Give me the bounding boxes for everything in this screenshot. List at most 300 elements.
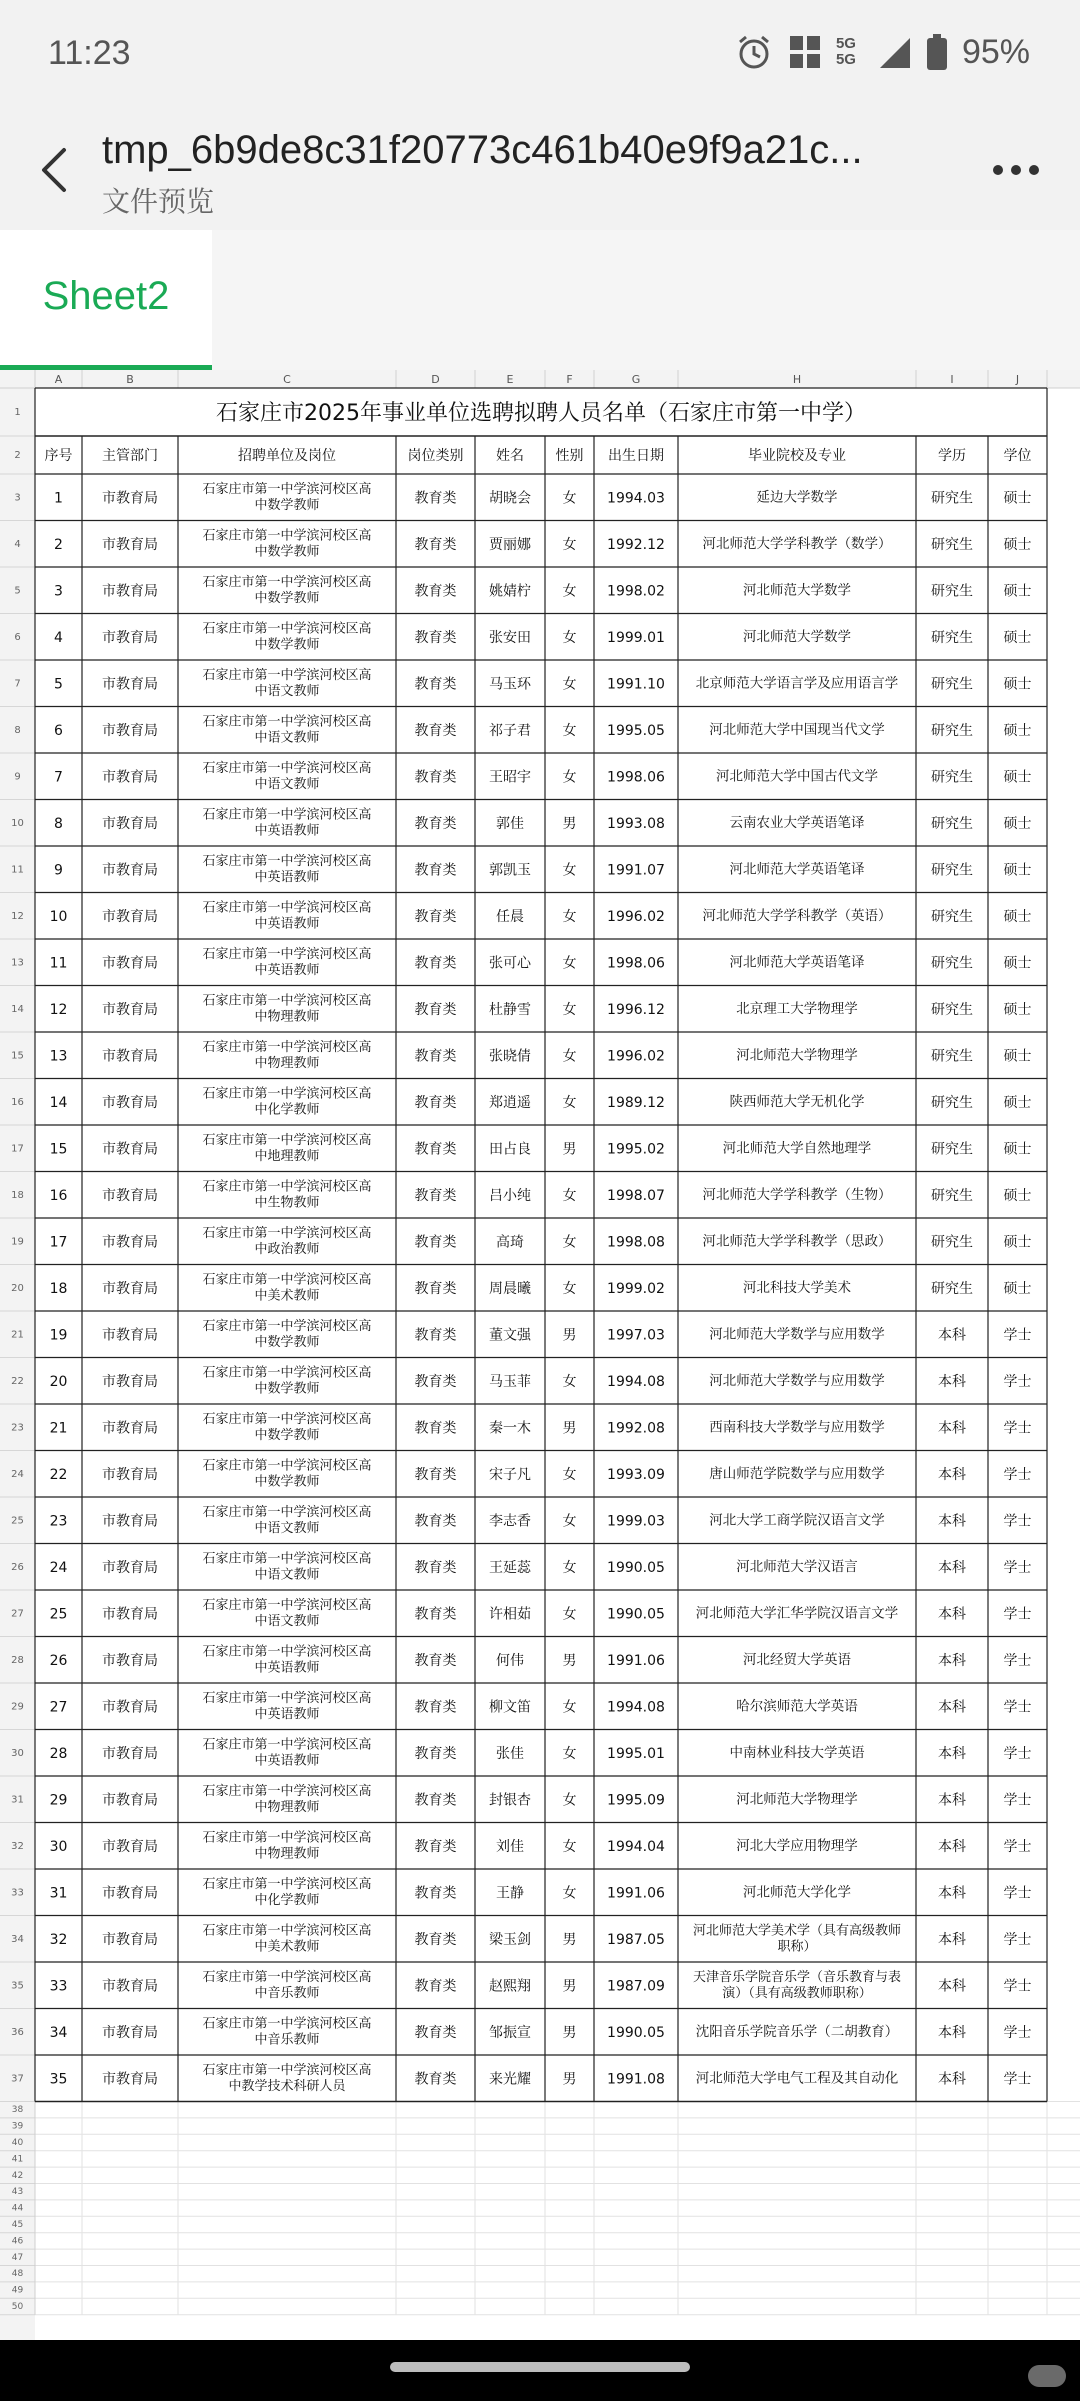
table-cell: 男 — [562, 1420, 577, 1437]
position-cell-line: 石家庄市第一中学滨河校区高 — [202, 900, 372, 916]
school-major-cell-line: 河北师范大学学科教学（英语） — [702, 907, 892, 924]
school-major-cell-line: 河北师范大学学科教学（数学） — [702, 535, 892, 552]
file-preview-label: 文件预览 — [102, 185, 215, 218]
table-header-cell: 序号 — [44, 448, 73, 464]
table-cell: 市教育局 — [102, 1141, 158, 1158]
position-cell-line: 中物理教师 — [254, 1055, 320, 1071]
school-major-cell-line: 北京师范大学语言学及应用语言学 — [695, 675, 899, 692]
table-cell: 女 — [562, 908, 577, 925]
table-cell: 市教育局 — [102, 1466, 158, 1483]
column-header-band — [0, 370, 1080, 388]
position-cell-line: 石家庄市第一中学滨河校区高 — [202, 528, 372, 544]
table-cell: 市教育局 — [102, 1513, 158, 1530]
tab-sheet2-label: Sheet2 — [42, 274, 170, 318]
table-cell: 教育类 — [414, 1513, 457, 1530]
table-cell: 研究生 — [931, 722, 973, 739]
battery-icon — [926, 33, 948, 71]
position-cell-line: 中语文教师 — [254, 1520, 320, 1536]
table-cell: 女 — [562, 1001, 577, 1018]
table-cell: 市教育局 — [102, 1745, 158, 1762]
position-cell-line: 中音乐教师 — [254, 2032, 320, 2048]
row-number: 24 — [11, 1468, 24, 1480]
row-number: 29 — [11, 1701, 24, 1713]
row-number: 4 — [14, 538, 21, 550]
row-number: 22 — [11, 1375, 24, 1387]
row-number: 19 — [11, 1236, 24, 1248]
row-number: 2 — [14, 450, 21, 461]
column-header-D: D — [431, 373, 440, 386]
table-cell: 1990.05 — [607, 2024, 665, 2041]
tab-sheet2[interactable] — [0, 230, 212, 370]
table-cell: 女 — [562, 1280, 577, 1297]
position-cell-line: 石家庄市第一中学滨河校区高 — [202, 853, 372, 869]
table-cell: 教育类 — [414, 815, 457, 832]
table-cell: 刘佳 — [496, 1838, 524, 1855]
position-cell-line: 石家庄市第一中学滨河校区高 — [202, 1179, 372, 1195]
position-cell-line: 石家庄市第一中学滨河校区高 — [202, 1923, 372, 1939]
table-cell: 市教育局 — [102, 1838, 158, 1855]
table-cell: 7 — [54, 769, 63, 786]
table-cell: 1998.08 — [607, 1234, 665, 1251]
school-major-cell-line: 河北科技大学美术 — [743, 1279, 851, 1296]
school-major-cell-line: 陕西师范大学无机化学 — [729, 1093, 865, 1110]
table-cell: 研究生 — [931, 676, 973, 693]
table-cell: 34 — [49, 2024, 68, 2041]
table-cell: 本科 — [938, 1559, 966, 1576]
table-cell: 张佳 — [496, 1745, 524, 1762]
table-cell: 研究生 — [931, 862, 973, 879]
position-cell-line: 中语文教师 — [254, 683, 320, 699]
row-number: 15 — [11, 1050, 24, 1062]
position-cell-line: 中英语教师 — [254, 1706, 320, 1722]
row-number: 3 — [14, 492, 21, 504]
table-cell: 1989.12 — [607, 1094, 665, 1111]
table-cell: 张安田 — [489, 629, 531, 646]
table-cell: 教育类 — [414, 1094, 457, 1111]
table-cell: 市教育局 — [102, 1234, 158, 1251]
table-cell: 张可心 — [489, 955, 531, 972]
school-major-cell-line: 河北大学应用物理学 — [736, 1837, 858, 1854]
row-number: 11 — [11, 864, 24, 876]
column-header-F: F — [566, 373, 573, 386]
school-major-cell-line: 河北师范大学电气工程及其自动化 — [695, 2070, 899, 2087]
table-cell: 宋子凡 — [489, 1466, 531, 1483]
table-cell: 1994.03 — [607, 490, 665, 507]
table-cell: 教育类 — [414, 1931, 457, 1948]
school-major-cell-line: 河北师范大学自然地理学 — [722, 1140, 872, 1157]
school-major-cell-line: 河北师范大学英语笔译 — [729, 861, 865, 878]
table-cell: 祁子君 — [489, 722, 531, 739]
table-cell: 何伟 — [496, 1652, 524, 1669]
table-cell: 女 — [562, 536, 577, 553]
position-cell-line: 中英语教师 — [254, 962, 320, 978]
row-number: 46 — [11, 2236, 24, 2247]
school-major-cell-line: 河北师范大学中国现当代文学 — [709, 721, 885, 738]
table-cell: 1998.07 — [607, 1187, 665, 1204]
signal-icon — [878, 34, 912, 70]
table-cell: 3 — [54, 583, 63, 600]
table-cell: 本科 — [938, 1327, 966, 1344]
table-cell: 研究生 — [931, 955, 973, 972]
table-cell: 女 — [562, 1513, 577, 1530]
table-cell: 本科 — [938, 1373, 966, 1390]
table-cell: 20 — [49, 1373, 68, 1390]
table-cell: 学士 — [1003, 1699, 1032, 1716]
row-number: 47 — [11, 2252, 24, 2263]
row-number: 36 — [11, 2026, 24, 2038]
position-cell-line: 石家庄市第一中学滨河校区高 — [202, 1644, 372, 1660]
table-cell: 13 — [49, 1048, 68, 1065]
position-cell-line: 石家庄市第一中学滨河校区高 — [202, 667, 372, 683]
table-cell: 本科 — [938, 1652, 966, 1669]
table-header-cell: 出生日期 — [608, 448, 664, 464]
table-cell: 8 — [54, 815, 63, 832]
table-cell: 吕小纯 — [489, 1187, 531, 1204]
table-cell: 研究生 — [931, 1001, 973, 1018]
table-cell: 学士 — [1003, 2024, 1032, 2041]
table-cell: 封银杏 — [489, 1792, 531, 1809]
column-header-H: H — [792, 373, 802, 386]
table-cell: 本科 — [938, 1466, 966, 1483]
table-cell: 1995.09 — [607, 1792, 665, 1809]
school-major-cell-line: 河北大学工商学院汉语言文学 — [709, 1512, 885, 1529]
table-cell: 贾丽娜 — [489, 536, 531, 553]
position-cell-line: 中物理教师 — [254, 1846, 320, 1862]
position-cell-line: 石家庄市第一中学滨河校区高 — [202, 993, 372, 1009]
position-cell-line: 中数学教师 — [254, 544, 320, 560]
table-cell: 学士 — [1003, 1420, 1032, 1437]
table-cell: 11 — [49, 955, 68, 972]
table-cell: 1995.02 — [607, 1141, 665, 1158]
table-cell: 25 — [49, 1606, 68, 1623]
column-header-J: J — [1015, 373, 1020, 386]
table-cell: 研究生 — [931, 583, 973, 600]
school-major-cell-line: 西南科技大学数学与应用数学 — [709, 1419, 885, 1436]
table-cell: 教育类 — [414, 1420, 457, 1437]
table-cell: 1991.06 — [607, 1885, 665, 1902]
table-cell: 女 — [562, 1699, 577, 1716]
table-cell: 男 — [562, 1652, 577, 1669]
table-header-cell: 岗位类别 — [407, 448, 464, 464]
table-cell: 教育类 — [414, 1559, 457, 1576]
table-cell: 23 — [49, 1513, 68, 1530]
table-cell: 22 — [49, 1466, 68, 1483]
row-number: 32 — [11, 1840, 24, 1852]
table-header-cell: 学位 — [1003, 448, 1032, 464]
position-cell-line: 中语文教师 — [254, 776, 320, 792]
position-cell-line: 中音乐教师 — [254, 1985, 320, 2001]
home-indicator[interactable] — [390, 2362, 690, 2372]
table-cell: 硕士 — [1003, 815, 1032, 832]
row-number: 10 — [11, 817, 24, 829]
table-cell: 郭佳 — [496, 815, 524, 832]
table-cell: 女 — [562, 1048, 577, 1065]
column-header-I: I — [950, 373, 954, 386]
row-number: 49 — [11, 2285, 24, 2296]
table-cell: 女 — [562, 1234, 577, 1251]
table-cell: 硕士 — [1003, 629, 1032, 646]
table-cell: 教育类 — [414, 1048, 457, 1065]
school-major-cell-line: 中南林业科技大学英语 — [729, 1744, 865, 1761]
table-cell: 6 — [54, 722, 63, 739]
position-cell-line: 石家庄市第一中学滨河校区高 — [202, 1272, 372, 1288]
table-cell: 男 — [562, 1931, 577, 1948]
row-number: 41 — [11, 2154, 24, 2165]
table-cell: 教育类 — [414, 1978, 457, 1995]
position-cell-line: 石家庄市第一中学滨河校区高 — [202, 1318, 372, 1334]
school-major-cell-line: 天津音乐学院音乐学（音乐教育与表 — [692, 1969, 902, 1985]
table-cell: 1991.07 — [607, 862, 665, 879]
table-cell: 33 — [49, 1978, 68, 1995]
row-number: 39 — [11, 2121, 24, 2132]
back-arrow-icon[interactable] — [30, 140, 86, 200]
table-cell: 26 — [49, 1652, 68, 1669]
hd-icon — [788, 32, 822, 72]
table-cell: 30 — [49, 1838, 68, 1855]
table-cell: 市教育局 — [102, 1094, 158, 1111]
table-cell: 15 — [49, 1141, 68, 1158]
table-cell: 教育类 — [414, 1792, 457, 1809]
table-cell: 女 — [562, 722, 577, 739]
status-time: 11:23 — [48, 34, 131, 72]
navigation-bar — [0, 2340, 1080, 2401]
table-cell: 市教育局 — [102, 1978, 158, 1995]
row-number: 16 — [11, 1096, 24, 1108]
school-major-cell-line: 河北师范大学美术学（具有高级教师 — [692, 1923, 902, 1939]
table-cell: 研究生 — [931, 536, 973, 553]
table-cell: 18 — [49, 1280, 68, 1297]
row-number: 18 — [11, 1189, 24, 1201]
table-cell: 硕士 — [1003, 769, 1032, 786]
row-number: 28 — [11, 1654, 24, 1666]
table-cell: 市教育局 — [102, 1187, 158, 1204]
table-cell: 硕士 — [1003, 676, 1032, 693]
table-cell: 本科 — [938, 1792, 966, 1809]
table-cell: 1999.03 — [607, 1513, 665, 1530]
position-cell-line: 石家庄市第一中学滨河校区高 — [202, 1876, 372, 1892]
table-header-cell: 学历 — [938, 448, 966, 464]
table-cell: 教育类 — [414, 629, 457, 646]
sheet-title: 石家庄市2025年事业单位选聘拟聘人员名单（石家庄市第一中学） — [216, 401, 866, 426]
table-cell: 教育类 — [414, 1373, 457, 1390]
school-major-cell-line: 河北师范大学物理学 — [736, 1791, 858, 1808]
table-cell: 郭凯玉 — [489, 862, 531, 879]
table-cell: 女 — [562, 1187, 577, 1204]
position-cell-line: 中地理教师 — [254, 1148, 320, 1164]
table-cell: 硕士 — [1003, 862, 1032, 879]
position-cell-line: 中数学教师 — [254, 590, 320, 606]
table-cell: 女 — [562, 1885, 577, 1902]
table-cell: 市教育局 — [102, 1280, 158, 1297]
table-cell: 本科 — [938, 1699, 966, 1716]
table-cell: 17 — [49, 1234, 68, 1251]
table-cell: 王昭宇 — [489, 769, 531, 786]
table-cell: 市教育局 — [102, 1652, 158, 1669]
row-number: 38 — [11, 2105, 24, 2116]
table-cell: 市教育局 — [102, 1931, 158, 1948]
table-cell: 女 — [562, 862, 577, 879]
table-cell: 女 — [562, 1606, 577, 1623]
table-cell: 教育类 — [414, 1745, 457, 1762]
table-cell: 梁玉剑 — [489, 1931, 531, 1948]
position-cell-line: 中语文教师 — [254, 730, 320, 746]
position-cell-line: 石家庄市第一中学滨河校区高 — [202, 1504, 372, 1520]
school-major-cell-line: 河北师范大学中国古代文学 — [716, 768, 878, 785]
row-number: 31 — [11, 1794, 24, 1806]
table-cell: 任晨 — [496, 908, 524, 925]
row-number: 42 — [11, 2170, 24, 2181]
table-cell: 9 — [54, 862, 63, 879]
table-cell: 本科 — [938, 2024, 966, 2041]
table-cell: 本科 — [938, 1606, 966, 1623]
position-cell-line: 石家庄市第一中学滨河校区高 — [202, 760, 372, 776]
position-cell-line: 石家庄市第一中学滨河校区高 — [202, 1365, 372, 1381]
table-cell: 学士 — [1003, 1373, 1032, 1390]
table-cell: 教育类 — [414, 1606, 457, 1623]
school-major-cell-line: 河北师范大学学科教学（生物） — [702, 1186, 892, 1203]
table-cell: 教育类 — [414, 722, 457, 739]
table-cell: 1992.12 — [607, 536, 665, 553]
table-cell: 研究生 — [931, 629, 973, 646]
table-cell: 教育类 — [414, 862, 457, 879]
position-cell-line: 石家庄市第一中学滨河校区高 — [202, 2062, 372, 2078]
row-header-band — [0, 370, 35, 2340]
table-cell: 周晨曦 — [489, 1280, 531, 1297]
more-options-icon[interactable] — [988, 148, 1044, 192]
position-cell-line: 中英语教师 — [254, 916, 320, 932]
row-number: 40 — [11, 2138, 24, 2148]
table-cell: 35 — [49, 2071, 68, 2088]
school-major-cell-line: 职称） — [777, 1939, 817, 1955]
table-cell: 市教育局 — [102, 676, 158, 693]
table-cell: 市教育局 — [102, 769, 158, 786]
table-cell: 教育类 — [414, 1652, 457, 1669]
school-major-cell-line: 唐山师范学院数学与应用数学 — [709, 1465, 885, 1482]
table-cell: 1987.09 — [607, 1978, 665, 1995]
table-cell: 本科 — [938, 1513, 966, 1530]
table-cell: 男 — [562, 2071, 577, 2088]
table-cell: 市教育局 — [102, 1699, 158, 1716]
table-cell: 杜静雪 — [489, 1001, 531, 1018]
position-cell-line: 石家庄市第一中学滨河校区高 — [202, 946, 372, 962]
position-cell-line: 中英语教师 — [254, 1753, 320, 1769]
table-cell: 市教育局 — [102, 2071, 158, 2088]
table-header-cell: 毕业院校及专业 — [748, 448, 846, 464]
table-cell: 市教育局 — [102, 1420, 158, 1437]
school-major-cell-line: 河北师范大学英语笔译 — [729, 954, 865, 971]
position-cell-line: 中数学教师 — [254, 1474, 320, 1490]
table-cell: 教育类 — [414, 536, 457, 553]
table-cell: 女 — [562, 490, 577, 507]
position-cell-line: 石家庄市第一中学滨河校区高 — [202, 1132, 372, 1148]
table-cell: 1996.12 — [607, 1001, 665, 1018]
table-cell: 市教育局 — [102, 629, 158, 646]
position-cell-line: 石家庄市第一中学滨河校区高 — [202, 1830, 372, 1846]
spreadsheet-grid[interactable] — [0, 370, 1080, 2340]
position-cell-line: 中数学教师 — [254, 497, 320, 513]
school-major-cell-line: 河北师范大学数学与应用数学 — [709, 1372, 885, 1389]
table-cell: 王静 — [496, 1885, 524, 1902]
school-major-cell-line: 哈尔滨师范大学英语 — [736, 1698, 858, 1715]
table-cell: 32 — [49, 1931, 68, 1948]
table-cell: 教育类 — [414, 1885, 457, 1902]
table-cell: 市教育局 — [102, 536, 158, 553]
table-cell: 来光耀 — [489, 2071, 531, 2088]
school-major-cell-line: 沈阳音乐学院音乐学（二胡教育） — [695, 2023, 899, 2040]
table-cell: 马玉菲 — [489, 1373, 531, 1390]
status-bar — [0, 0, 1080, 110]
table-cell: 市教育局 — [102, 1559, 158, 1576]
row-number: 8 — [14, 724, 21, 736]
row-number: 12 — [11, 910, 24, 922]
position-cell-line: 中数学教师 — [254, 637, 320, 653]
table-cell: 柳文笛 — [489, 1699, 531, 1716]
table-cell: 秦一木 — [489, 1420, 531, 1437]
table-cell: 1991.06 — [607, 1652, 665, 1669]
table-cell: 市教育局 — [102, 955, 158, 972]
table-cell: 男 — [562, 1978, 577, 1995]
table-cell: 郑逍遥 — [489, 1094, 531, 1111]
table-cell: 1991.08 — [607, 2071, 665, 2088]
row-number: 44 — [11, 2203, 24, 2214]
table-cell: 硕士 — [1003, 583, 1032, 600]
row-number: 17 — [11, 1143, 24, 1155]
table-cell: 28 — [49, 1745, 68, 1762]
table-cell: 硕士 — [1003, 722, 1032, 739]
table-cell: 姚婧柠 — [489, 583, 531, 600]
position-cell-line: 中语文教师 — [254, 1613, 320, 1629]
table-cell: 1990.05 — [607, 1559, 665, 1576]
table-cell: 1995.05 — [607, 722, 665, 739]
school-major-cell-line: 河北师范大学学科教学（思政） — [702, 1233, 892, 1250]
position-cell-line: 石家庄市第一中学滨河校区高 — [202, 574, 372, 590]
table-cell: 董文强 — [489, 1327, 531, 1344]
network-type: 5G 5G — [835, 35, 856, 68]
table-cell: 1994.08 — [607, 1373, 665, 1390]
row-number: 37 — [11, 2073, 24, 2085]
table-cell: 市教育局 — [102, 862, 158, 879]
table-cell: 学士 — [1003, 1838, 1032, 1855]
table-cell: 市教育局 — [102, 583, 158, 600]
table-cell: 男 — [562, 2024, 577, 2041]
table-cell: 1994.04 — [607, 1838, 665, 1855]
table-cell: 女 — [562, 1559, 577, 1576]
table-cell: 14 — [49, 1094, 68, 1111]
table-cell: 研究生 — [931, 908, 973, 925]
table-cell: 胡晓会 — [489, 490, 531, 507]
position-cell-line: 石家庄市第一中学滨河校区高 — [202, 1039, 372, 1055]
table-cell: 学士 — [1003, 1606, 1032, 1623]
school-major-cell-line: 延边大学数学 — [756, 489, 838, 506]
table-cell: 硕士 — [1003, 955, 1032, 972]
spreadsheet-view[interactable] — [0, 370, 1080, 2340]
row-number: 9 — [14, 771, 21, 783]
position-cell-line: 中化学教师 — [254, 1102, 320, 1118]
position-cell-line: 中物理教师 — [254, 1009, 320, 1025]
table-cell: 硕士 — [1003, 1234, 1032, 1251]
table-cell: 硕士 — [1003, 1094, 1032, 1111]
table-cell: 研究生 — [931, 1234, 973, 1251]
table-cell: 女 — [562, 769, 577, 786]
table-cell: 马玉环 — [489, 676, 531, 693]
table-cell: 教育类 — [414, 490, 457, 507]
table-cell: 教育类 — [414, 908, 457, 925]
table-cell: 研究生 — [931, 1280, 973, 1297]
battery-percent: 95% — [961, 32, 1030, 71]
row-number: 50 — [11, 2302, 24, 2312]
table-cell: 教育类 — [414, 1234, 457, 1251]
row-number: 21 — [11, 1329, 24, 1341]
